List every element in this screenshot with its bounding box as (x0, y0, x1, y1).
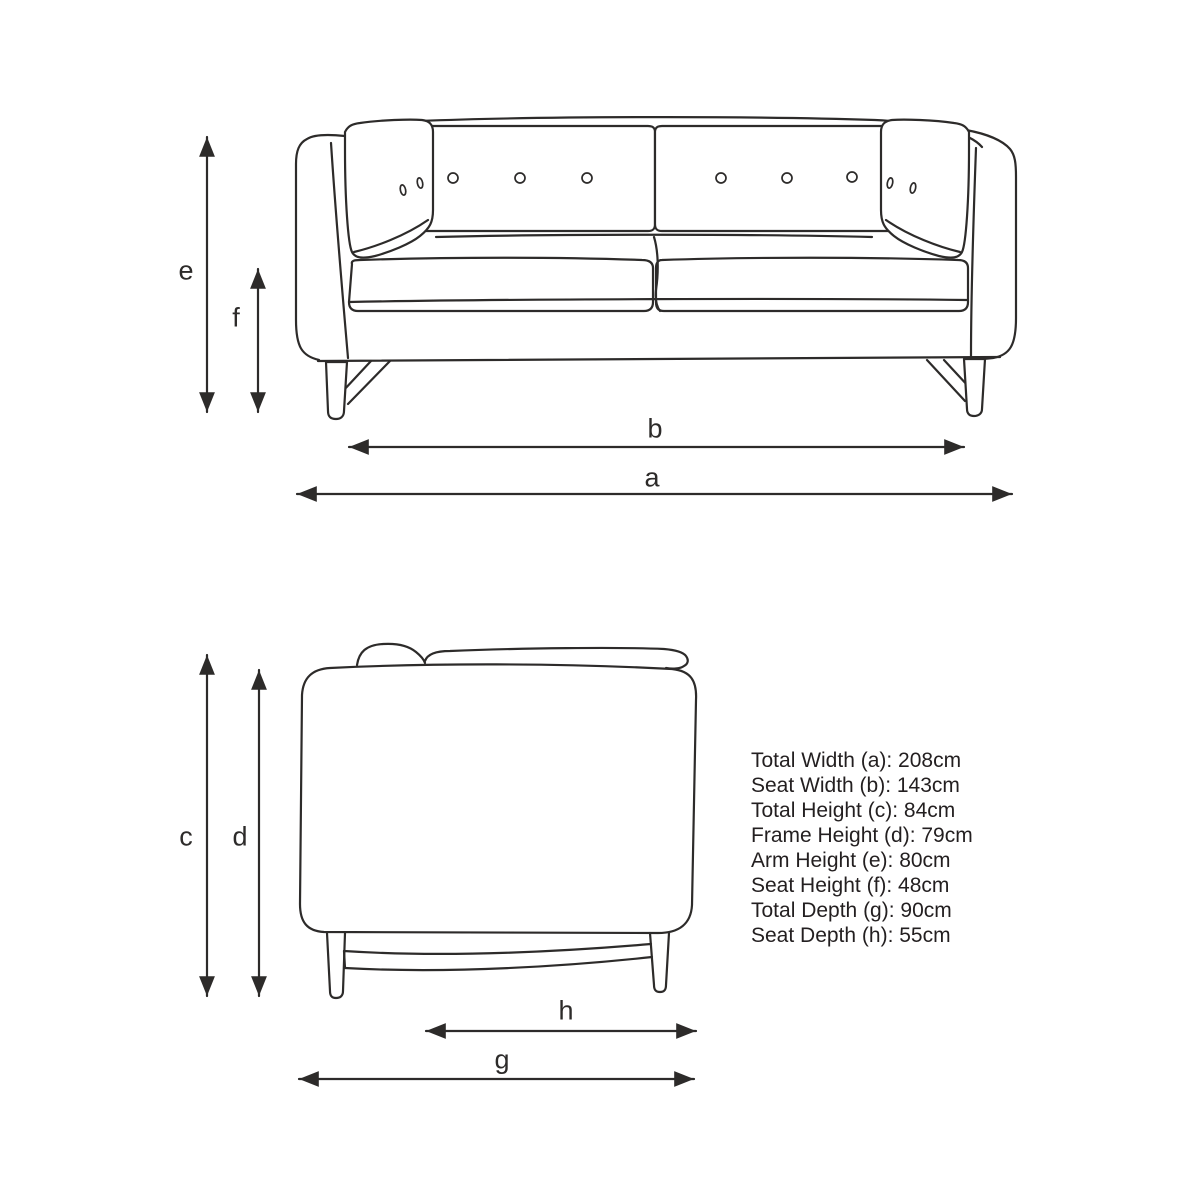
seat-cushion-right (656, 258, 968, 311)
front-left-leg (326, 362, 347, 419)
sofa-right-arm (966, 130, 1016, 359)
front-view-drawing (296, 117, 1016, 419)
dimension-text-total-width: Total Width (a): 208cm (751, 749, 962, 772)
dim-letter-e: e (178, 255, 194, 286)
cushion-button (582, 173, 592, 183)
side-rear-leg (650, 933, 669, 992)
sofa-front-legs (326, 359, 985, 419)
dim-letter-a: a (644, 462, 660, 493)
dim-letter-f: f (232, 302, 240, 333)
side-front-leg (327, 933, 345, 998)
back-cushion-left (426, 126, 655, 231)
side-view-drawing (300, 644, 696, 998)
cushion-button (782, 173, 792, 183)
side-body (300, 664, 696, 933)
leg-stretcher-rail-cap (344, 951, 345, 968)
cushion-button (716, 173, 726, 183)
corner-cushion-right (881, 120, 969, 258)
dimension-text-seat-width: Seat Width (b): 143cm (751, 774, 960, 797)
seat-cushion-left (349, 258, 653, 311)
cushion-button (515, 173, 525, 183)
cushion-button (847, 172, 857, 182)
side-arm-top-curve (357, 644, 425, 665)
leg-stretcher-rail (344, 944, 651, 954)
sofa-back-cushions (426, 126, 890, 231)
dimension-list (751, 748, 973, 948)
leg-brace (348, 361, 390, 404)
dimension-text-arm-height: Arm Height (e): 80cm (751, 849, 951, 872)
sofa-left-arm (296, 135, 348, 360)
dimension-text-total-depth: Total Depth (g): 90cm (751, 899, 952, 922)
dim-letter-c: c (179, 821, 193, 852)
dim-letter-g: g (494, 1044, 510, 1075)
leg-stretcher-rail (345, 957, 652, 970)
dimension-text-frame-height: Frame Height (d): 79cm (751, 824, 973, 847)
dimension-text-seat-depth: Seat Depth (h): 55cm (751, 924, 951, 947)
dim-letter-h: h (558, 995, 574, 1026)
dim-letter-b: b (647, 413, 663, 444)
dim-letter-d: d (232, 821, 248, 852)
sofa-side-legs (327, 933, 669, 998)
dimension-text-total-height: Total Height (c): 84cm (751, 799, 956, 822)
right-arm-inner-edge (971, 148, 976, 356)
leg-brace (927, 360, 965, 401)
dimension-text-seat-height: Seat Height (f): 48cm (751, 874, 950, 897)
frame-bottom-edge (318, 357, 1000, 361)
sofa-seat-cushions (349, 237, 968, 311)
front-right-leg (964, 359, 985, 416)
cushion-button (448, 173, 458, 183)
